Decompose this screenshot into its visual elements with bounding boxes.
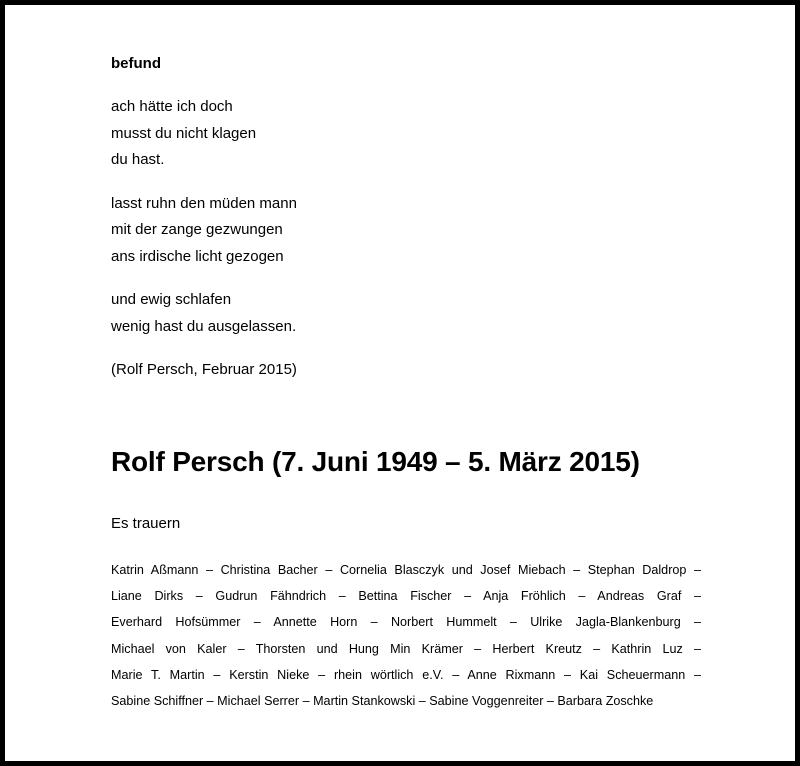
poem-line: ans irdische licht gezogen (111, 247, 284, 265)
poem-line: und ewig schlafen (111, 291, 232, 308)
mourners-intro: Es trauern (111, 515, 181, 532)
poem-attribution: (Rolf Persch, Februar 2015) (111, 361, 297, 378)
mourners-line: Sabine Schiffner – Michael Serrer – Martin Stankowski – Sabine Voggenreiter – Barbara Zoschke (111, 694, 654, 709)
mourners-line: Michael von Kaler – Thorsten und Hung Min Krämer – Herbert Kreutz – Kathrin Luz – (111, 641, 701, 656)
poem-line: mit der zange gezwungen (111, 221, 283, 238)
poem-stanza-2 (111, 191, 701, 271)
poem-stanza-3 (111, 287, 701, 340)
notice-content (111, 51, 701, 714)
mourners-list (111, 557, 701, 714)
poem-line: du hast. (111, 151, 165, 168)
poem-line: musst du nicht klagen (111, 124, 257, 142)
poem-stanza-1 (111, 94, 701, 174)
poem-title: befund (111, 55, 161, 72)
mourners-line: Katrin Aßmann – Christina Bacher – Cornelia Blasczyk und Josef Miebach – Stephan Daldrop – (111, 563, 701, 577)
mourners-line: Everhard Hofsümmer – Annette Horn – Norbert Hummelt – Ulrike Jagla-Blankenburg – (111, 615, 701, 630)
poem-line: ach hätte ich doch (111, 98, 233, 115)
mourners-line: Liane Dirks – Gudrun Fähndrich – Bettina Fischer – Anja Fröhlich – Andreas Graf – (111, 589, 701, 604)
poem-line: lasst ruhn den müden mann (111, 194, 297, 212)
mourners-line: Marie T. Martin – Kerstin Nieke – rhein wörtlich e.V. – Anne Rixmann – Kai Scheuermann – (111, 667, 701, 682)
poem-line: wenig hast du ausgelassen. (111, 317, 297, 335)
notice-headline: Rolf Persch (7. Juni 1949 – 5. März 2015) (111, 446, 640, 477)
